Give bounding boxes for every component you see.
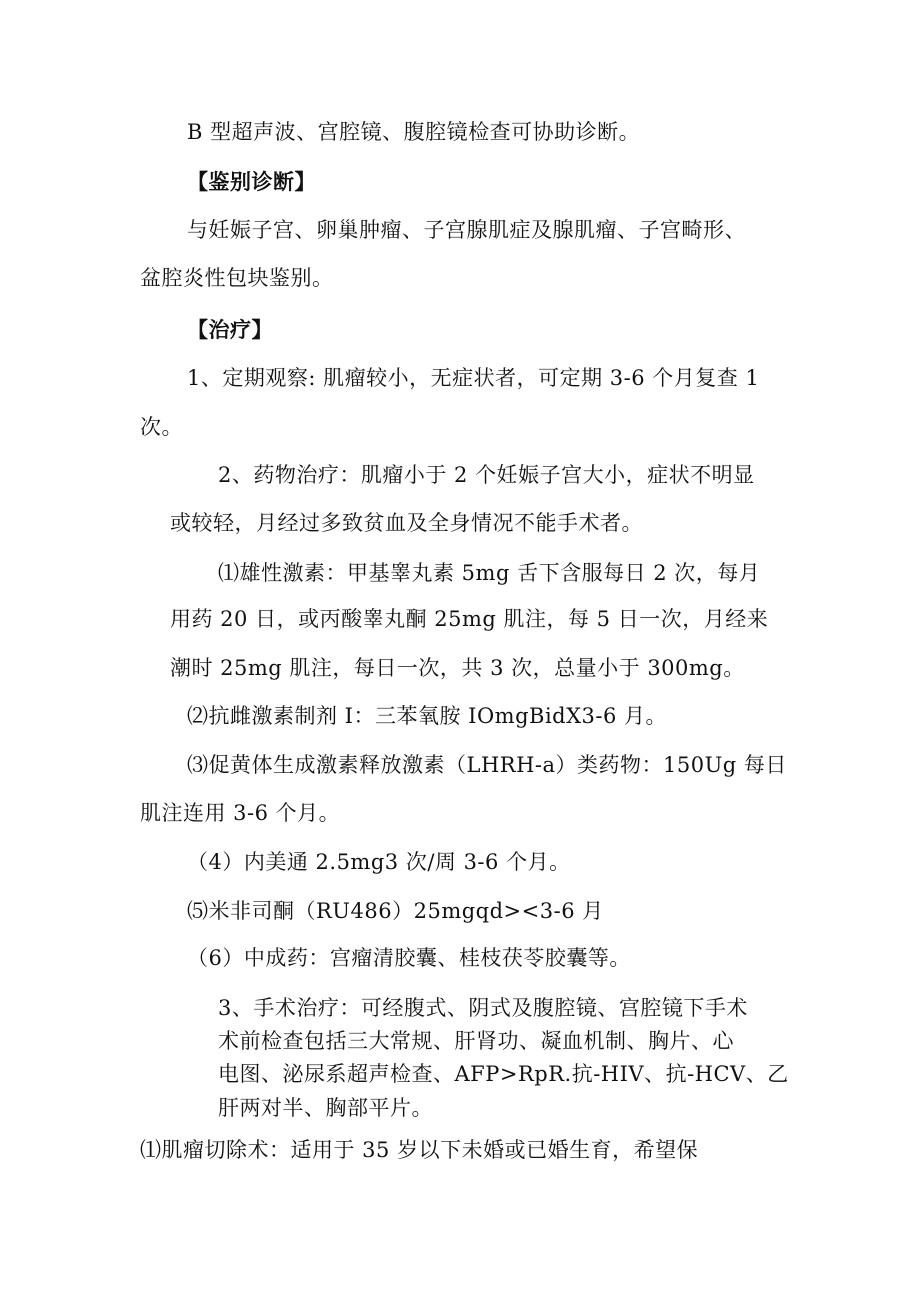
- text-line: ⑶促黄体生成激素释放激素（LHRH-a）类药物：150Ug 每日: [187, 753, 787, 777]
- section-heading-treatment: 【治疗】: [187, 318, 273, 342]
- text-line: 肝两对半、胸部平片。: [218, 1096, 433, 1120]
- text-line: ⑸米非司酮（RU486）25mgqd><3-6 月: [187, 899, 604, 923]
- text-line: ⑴肌瘤切除术：适用于 35 岁以下未婚或已婚生育，希望保: [140, 1138, 699, 1162]
- text-line: 3、手术治疗：可经腹式、阴式及腹腔镜、宫腔镜下手术: [218, 996, 748, 1020]
- text-line: （4）内美通 2.5mg3 次/周 3-6 个月。: [187, 850, 571, 874]
- text-line: 或较轻，月经过多致贫血及全身情况不能手术者。: [170, 511, 643, 535]
- text-line: 潮时 25mg 肌注，每日一次，共 3 次，总量小于 300mg。: [170, 656, 745, 680]
- text-line: ⑴雄性激素：甲基睾丸素 5mg 舌下含服每日 2 次，每月: [218, 561, 761, 585]
- text-line: （6）中成药：宫瘤清胶囊、桂枝茯苓胶囊等。: [187, 946, 631, 970]
- text-line: 电图、泌尿系超声检查、AFP>RpR.抗-HIV、抗-HCV、乙: [218, 1062, 789, 1086]
- text-line: 1、定期观察: 肌瘤较小，无症状者，可定期 3-6 个月复查 1: [187, 366, 760, 390]
- text-line: B 型超声波、宫腔镜、腹腔镜检查可协助诊断。: [187, 120, 641, 144]
- text-line: 术前检查包括三大常规、肝肾功、凝血机制、胸片、心: [218, 1029, 734, 1053]
- text-line: 次。: [140, 415, 183, 439]
- text-line: ⑵抗雌激素制剂 I：三苯氧胺 IOmgBidX3-6 月。: [187, 704, 668, 728]
- text-line: 用药 20 日，或丙酸睾丸酮 25mg 肌注，每 5 日一次，月经来: [170, 607, 769, 631]
- text-line: 盆腔炎性包块鉴别。: [140, 266, 334, 290]
- text-line: 2、药物治疗：肌瘤小于 2 个妊娠子宫大小，症状不明显: [218, 463, 755, 487]
- section-heading-differential-diagnosis: 【鉴别诊断】: [187, 170, 316, 194]
- text-line: 与妊娠子宫、卵巢肿瘤、子宫腺肌症及腺肌瘤、子宫畸形、: [187, 218, 746, 242]
- text-line: 肌注连用 3-6 个月。: [140, 801, 341, 825]
